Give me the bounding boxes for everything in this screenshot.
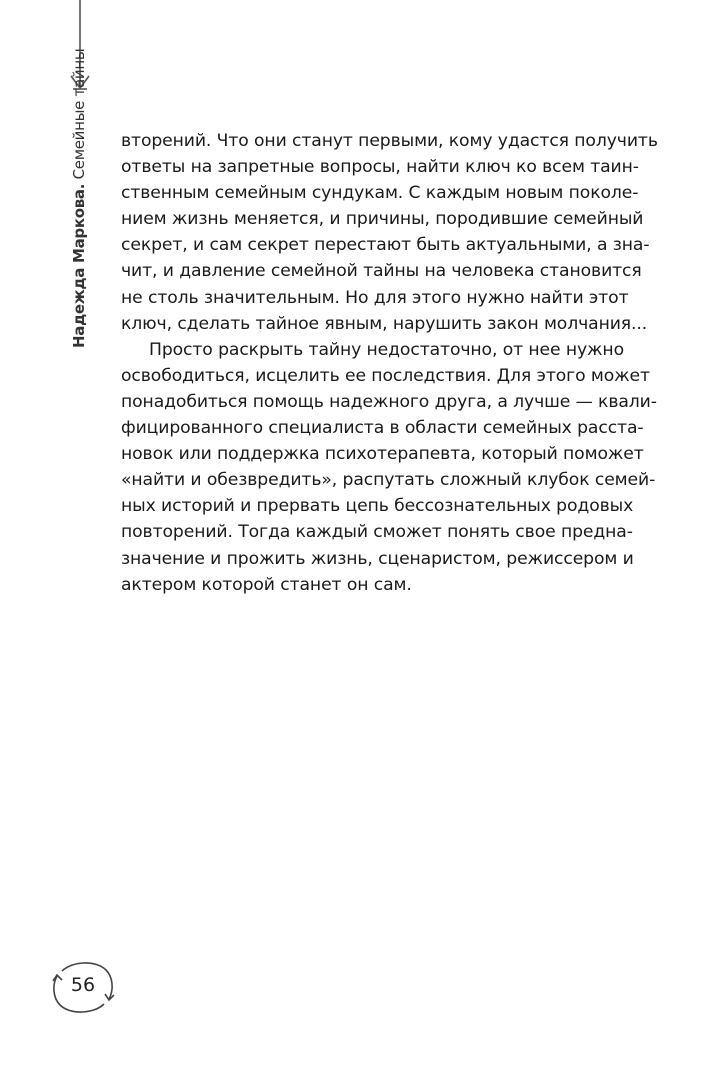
text-line: актером которой станет он сам. bbox=[121, 574, 412, 595]
text-line: понадобиться помощь надежного друга, а лучше — квали- bbox=[121, 391, 657, 412]
text-line: повторений. Тогда каждый сможет понять свое предна- bbox=[121, 522, 633, 543]
text-line: нием жизнь меняется, и причины, породившие семейный bbox=[121, 209, 644, 230]
text-line: фицированного специалиста в области семейных расста- bbox=[121, 418, 644, 439]
body-text bbox=[121, 128, 658, 598]
running-header bbox=[70, 48, 90, 348]
text-line: ных историй и прервать цепь бессознательных родовых bbox=[121, 496, 634, 517]
text-line: новок или поддержка психотерапевта, который поможет bbox=[121, 444, 644, 465]
paragraph bbox=[121, 337, 657, 598]
paragraph bbox=[121, 128, 658, 337]
text-line: не столь значительным. Но для этого нужно найти этот bbox=[121, 287, 629, 308]
text-line: «найти и обезвредить», распутать сложный клубок семей- bbox=[121, 470, 656, 491]
page-number: 56 bbox=[70, 974, 96, 996]
text-line: секрет, и сам секрет перестают быть актуальными, а зна- bbox=[121, 235, 650, 256]
text-line: ключ, сделать тайное явным, нарушить закон молчания... bbox=[121, 313, 648, 334]
text-line: ответы на запретные вопросы, найти ключ ко всем таин- bbox=[121, 157, 639, 178]
page-number-badge bbox=[50, 958, 116, 1016]
header-author: Надежда Маркова. bbox=[70, 183, 88, 348]
text-line: значение и прожить жизнь, сценаристом, режиссером и bbox=[121, 548, 634, 569]
text-line: освободиться, исцелить ее последствия. Для этого может bbox=[121, 365, 650, 386]
text-line: ственным семейным сундукам. С каждым новым поколе- bbox=[121, 183, 639, 204]
header-book-title: Семейные тайны bbox=[70, 48, 88, 184]
text-line: вторений. Что они станут первыми, кому удастся получить bbox=[121, 131, 658, 151]
text-line: Просто раскрыть тайну недостаточно, от нее нужно bbox=[149, 339, 624, 360]
text-line: чит, и давление семейной тайны на человека становится bbox=[121, 261, 642, 282]
